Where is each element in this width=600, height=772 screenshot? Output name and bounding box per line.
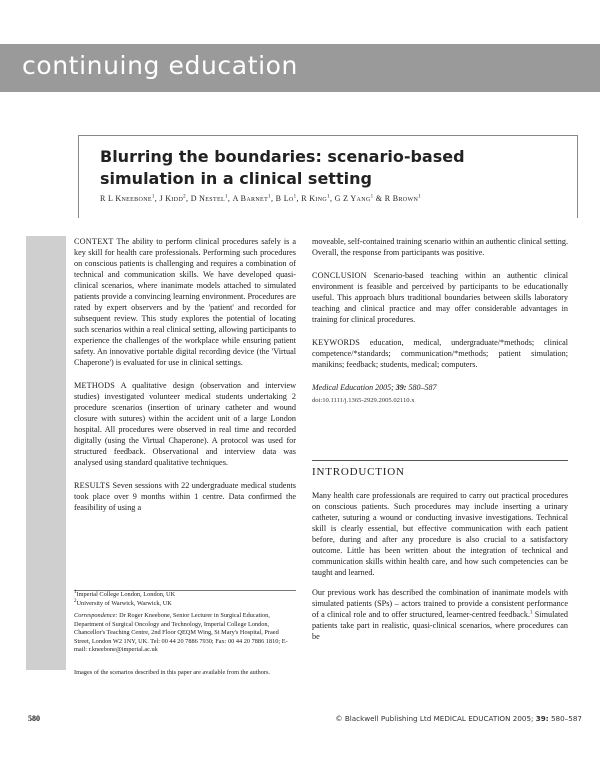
results-text: Seven sessions with 22 undergraduate medical students took place over 9 months within 1 centre. Data confirmed the feasibility of using a [74,481,296,512]
author-affiliation-mark: 1 [151,194,155,200]
citation: Medical Education 2005; 39: 580–587 [312,383,437,392]
affiliation-1: $^1$Imperial College London, London, UK [74,589,176,598]
introduction-heading: INTRODUCTION [312,466,405,478]
abstract-context [74,236,296,368]
abstract-conclusion [312,270,568,325]
methods-text: A qualitative design (observation and interview studies) investigated volunteer medical students undertaking 2 procedure scenarios (insertion of urinary catheter and wound closure with sutures) within the accident unit of a large London hospital. All procedures were observed in real time and recorded digitally (using the Virtual Chaperone). A protocol was used for structured feedback. Observational and interview data was analysed using standard qualitative techniques. [74,381,296,467]
correspondence-email: E-mail: r.kneebone@imperial.ac.uk [74,637,288,654]
author-affiliation-mark: 1 [268,194,271,200]
correspondence-label: Correspondence: [74,612,118,619]
author-affiliation-mark: 1 [293,194,297,200]
author-name: R L Kneebone [100,194,152,203]
affiliations [74,591,296,608]
results-label: RESULTS [74,481,111,490]
author-name: J Kidd [159,194,184,203]
page-number: 580 [28,714,40,723]
keywords-label: KEYWORDS [312,338,360,347]
context-text: The ability to perform clinical procedures safely is a key skill for health care professionals. Performing such procedures on conscious patients is challenging and requires a combination of technical and communication skills. We have developed quasi-clinical scenarios, where inanimate models attached to simulated patients provide a convincing learning environment. Procedures are rated by expert observers and by the 'patient' and recorded for subsequent review. This study explores the potential of locating such scenarios within a real clinical setting, allowing participants to experience the challenges of the workplace while ensuring patient safety. An innovative portable digital recording device (the 'Virtual Chaperone') is evaluated for use in clinical settings. [74,237,296,367]
reference-1[interactable]: 1 [529,610,533,616]
section-label: continuing education [22,51,298,80]
author-name: D Nestel [190,194,226,203]
abstract-keywords [312,337,568,370]
author-affiliation-mark: 1 [225,194,228,200]
article-title: Blurring the boundaries: scenario-based simulation in a clinical setting [100,147,465,188]
images-note: Images of the scenarios described in this paper are available from the authors. [74,669,271,676]
abstract-right-column [312,236,568,406]
page-footer: © Blackwell Publishing Ltd MEDICAL EDUCATION 2005; 39: 580–587 [335,714,582,723]
margin-bar [26,236,66,670]
abstract-methods [74,380,296,468]
context-label: CONTEXT [74,237,114,246]
introduction-paragraph-1: Many health care professionals are required to carry out practical procedures on conscious patients. Such procedures may include inserting a urinary catheter, suturing a wound or conducting invasive investigations. Technical skill is clearly essential, but effective communication with each patient before, during and after any procedure is also crucial to a satisfactory outcome. Little has been written about the integration of technical and communication skills within health care, and how such competencies can be taught and learned. [312,491,568,577]
author-name: B Lo [275,194,294,203]
correspondence [74,612,296,655]
author-name: A Barnet [232,194,269,203]
introduction-body [312,490,568,651]
author-affiliation-mark: 1 [327,194,330,200]
author-name: R Brown [384,194,419,203]
section-banner [0,44,600,92]
abstract-results [74,480,296,513]
methods-label: METHODS [74,381,115,390]
doi: doi:10.1111/j.1365-2929.2005.02110.x [312,397,415,404]
abstract-left-column [74,236,296,523]
author-name: R King [301,194,328,203]
author-list: R L Kneebone$^1$, J Kidd$^2$, D Nestel$^1$, A Barnet$^1$, B Lo$^1$, R King$^1$, G Z Yang$^1$ & R Brown$^1$ [100,194,422,203]
author-affiliation-mark: 2 [183,194,186,200]
author-name: G Z Yang [334,194,371,203]
affiliation-2: $^2$University of Warwick, Warwick, UK [74,598,172,607]
author-affiliation-mark: 1 [418,194,422,200]
conclusion-label: CONCLUSION [312,271,367,280]
introduction-rule [312,460,568,461]
correspondence-text: Correspondence: Dr Roger Kneebone, Senior Lecturer in Surgical Education, Department of Surgical Oncology and Technology, Imperial College London, Chancellor's Teaching Centre, 2nd Floor QEQM Wing, St Mary's Hospital, Praed Street, London W2 1NY, UK. Tel: 00 44 20 7886 7930; Fax: 00 44 20 7886 1810; E-mail: r.kneebone@imperial.ac.uk [74,612,288,654]
conclusion-text: Scenario-based teaching within an authentic clinical environment is feasible and perceived by participants to be educationally useful. This approach blurs traditional boundaries between skills laboratory teaching and clinical practice and may offer considerable advantages in training for clinical procedures. [312,271,569,324]
abstract-results-cont: moveable, self-contained training scenario within an authentic clinical setting. Overall, the response from participants was positive. [312,237,568,257]
author-affiliation-mark: 1 [370,194,374,200]
keywords-text: education, medical, undergraduate/*methods; clinical competence/*standards; communication/*methods; patient simulation; manikins; feedback; students, medical; computers. [312,338,568,369]
introduction-paragraph-2: Our previous work has described the combination of inanimate models with simulated patients (SPs) – actors trained to provide a consistent performance of a clinical role and to offer structured, learner-centred feedback.$^1$ Simulated patients take part in realistic, quasi-clinical scenarios, where procedures can be [312,588,569,641]
